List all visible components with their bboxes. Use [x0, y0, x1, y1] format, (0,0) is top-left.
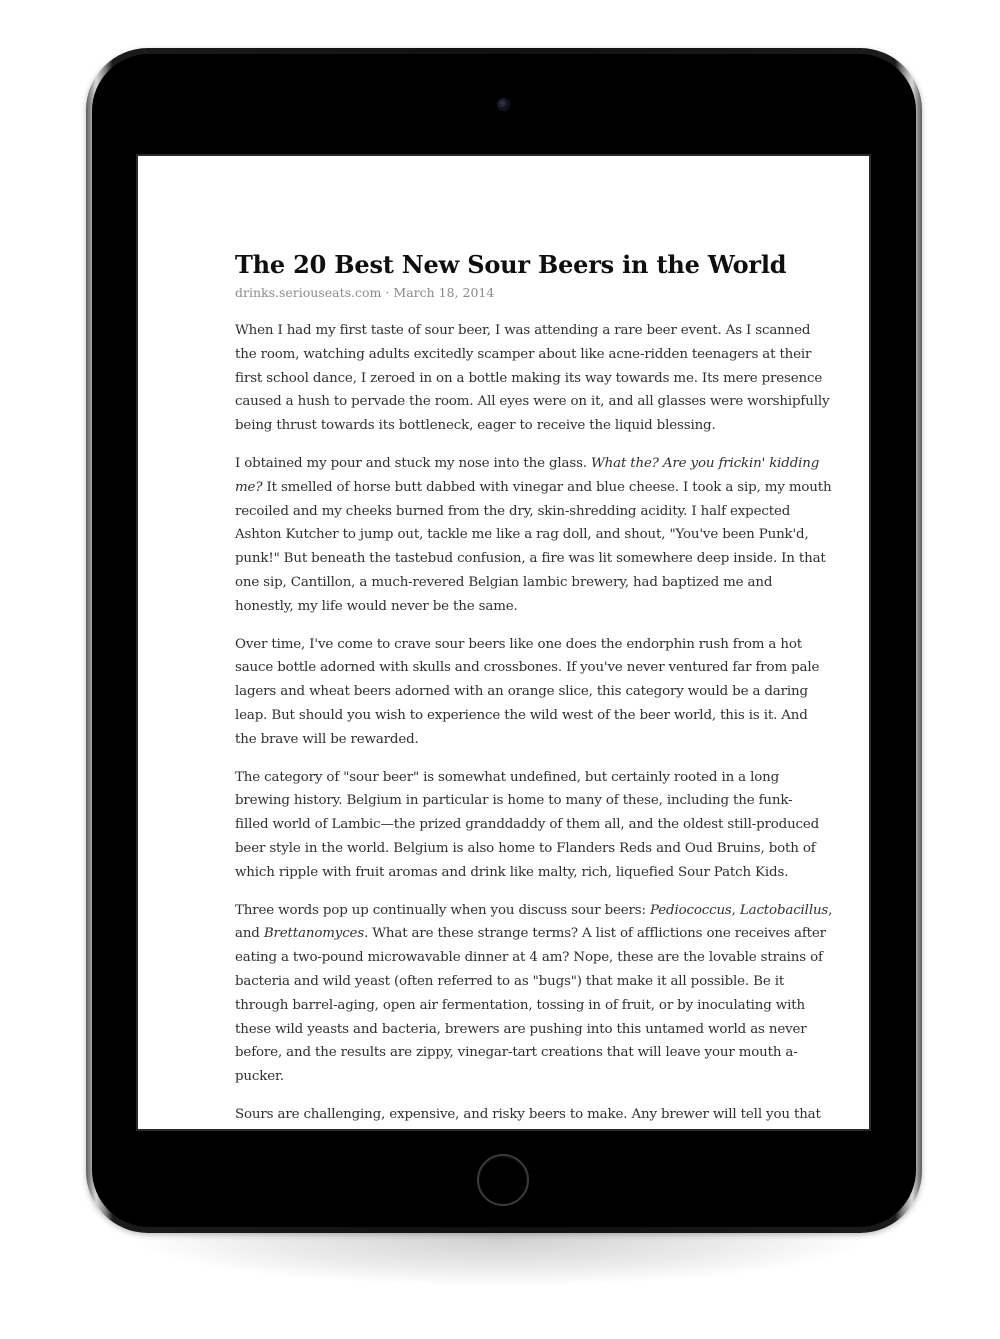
- text-segment: It smelled of horse butt dabbed with vinegar and blue cheese. I took a sip, my mouth: [262, 479, 832, 495]
- italic-segment: Brettanomyces: [263, 926, 365, 942]
- paragraph-6: [235, 1103, 821, 1127]
- text-line: [235, 476, 832, 500]
- article: [235, 250, 833, 1127]
- text-line: bacteria and wild yeast (often referred to as "bugs") that make it all possible. Be it: [235, 973, 785, 989]
- text-line: beer style in the world. Belgium is also home to Flanders Reds and Oud Bruins, both of: [235, 840, 816, 856]
- text-line: pucker.: [235, 1069, 284, 1085]
- text-segment: I obtained my pour and stuck my nose into the glass.: [235, 455, 592, 471]
- article-date: March 18, 2014: [393, 285, 495, 300]
- text-line: honestly, my life would never be the same.: [235, 598, 518, 614]
- text-line: [235, 922, 826, 946]
- home-button[interactable]: [477, 1154, 529, 1206]
- text-line: The category of "sour beer" is somewhat undefined, but certainly rooted in a long: [235, 769, 780, 785]
- text-line: filled world of Lambic—the prized granddaddy of them all, and the oldest still-produced: [235, 817, 820, 833]
- paragraph-1: [235, 319, 830, 438]
- text-line: punk!" But beneath the tastebud confusion, a fire was lit somewhere deep inside. In that: [235, 551, 826, 567]
- text-line: [235, 899, 833, 923]
- text-line: Ashton Kutcher to jump out, tackle me like a rag doll, and shout, "You've been Punk'd,: [235, 527, 809, 543]
- text-line: eating a two-pound microwavable dinner at 4 am? Nope, these are the lovable strains of: [235, 950, 823, 966]
- text-line: first school dance, I zeroed in on a bottle making its way towards me. Its mere presence: [235, 370, 823, 386]
- text-line: brewing history. Belgium in particular is home to many of these, including the funk-: [235, 793, 793, 809]
- italic-segment: me?: [235, 479, 263, 495]
- text-line: caused a hush to pervade the room. All eyes were on it, and all glasses were worshipfully: [235, 394, 830, 410]
- text-line: one sip, Cantillon, a much-revered Belgian lambic brewery, had baptized me and: [235, 574, 773, 590]
- text-line: Over time, I've come to crave sour beers like one does the endorphin rush from a hot: [235, 636, 802, 652]
- text-line: the room, watching adults excitedly scamper about like acne-ridden teenagers at their: [235, 346, 812, 362]
- text-line: before, and the results are zippy, vinegar-tart creations that will leave your mouth a-: [235, 1045, 798, 1061]
- italic-segment: Pediococcus: [650, 902, 732, 918]
- article-title: The 20 Best New Sour Beers in the World: [235, 250, 787, 279]
- paragraph-3: [235, 633, 820, 752]
- text-line: being thrust towards its bottleneck, eager to receive the liquid blessing.: [235, 418, 716, 434]
- text-line: the brave will be rewarded.: [235, 731, 419, 747]
- paragraph-4: [235, 766, 820, 885]
- italic-segment: What the? Are you frickin' kidding: [591, 455, 820, 471]
- reader-screen[interactable]: [138, 156, 869, 1129]
- article-source[interactable]: drinks.seriouseats.com: [235, 285, 382, 300]
- text-line: Sours are challenging, expensive, and risky beers to make. Any brewer will tell you that: [235, 1106, 821, 1122]
- text-line: recoiled and my cheeks burned from the dry, skin-shredding acidity. I half expected: [235, 503, 791, 519]
- text-segment: and: [235, 926, 264, 942]
- text-line: these wild yeasts and bacteria, brewers are pushing into this untamed world as never: [235, 1021, 807, 1037]
- paragraph-5: [235, 899, 833, 1089]
- paragraph-2: [235, 452, 832, 619]
- text-segment: ,: [731, 902, 740, 918]
- text-segment: ,: [828, 902, 833, 918]
- meta-separator: ·: [385, 285, 390, 300]
- text-line: through barrel-aging, open air fermentation, tossing in of fruit, or by inoculating with: [235, 997, 805, 1013]
- text-line: [235, 452, 820, 476]
- text-segment: Three words pop up continually when you discuss sour beers:: [235, 902, 650, 918]
- article-meta: [235, 284, 775, 302]
- text-line: When I had my first taste of sour beer, I was attending a rare beer event. As I scanned: [235, 323, 811, 338]
- text-line: lagers and wheat beers adorned with an orange slice, this category would be a daring: [235, 684, 808, 700]
- text-line: sauce bottle adorned with skulls and crossbones. If you've never ventured far from pale: [235, 660, 820, 676]
- text-line: leap. But should you wish to experience the wild west of the beer world, this is it. And: [235, 707, 808, 723]
- text-line: which ripple with fruit aromas and drink like malty, rich, liquefied Sour Patch Kids.: [235, 864, 789, 880]
- front-camera-icon: [498, 99, 509, 110]
- text-segment: . What are these strange terms? A list of afflictions one receives after: [364, 926, 826, 942]
- italic-segment: Lactobacillus: [739, 902, 829, 918]
